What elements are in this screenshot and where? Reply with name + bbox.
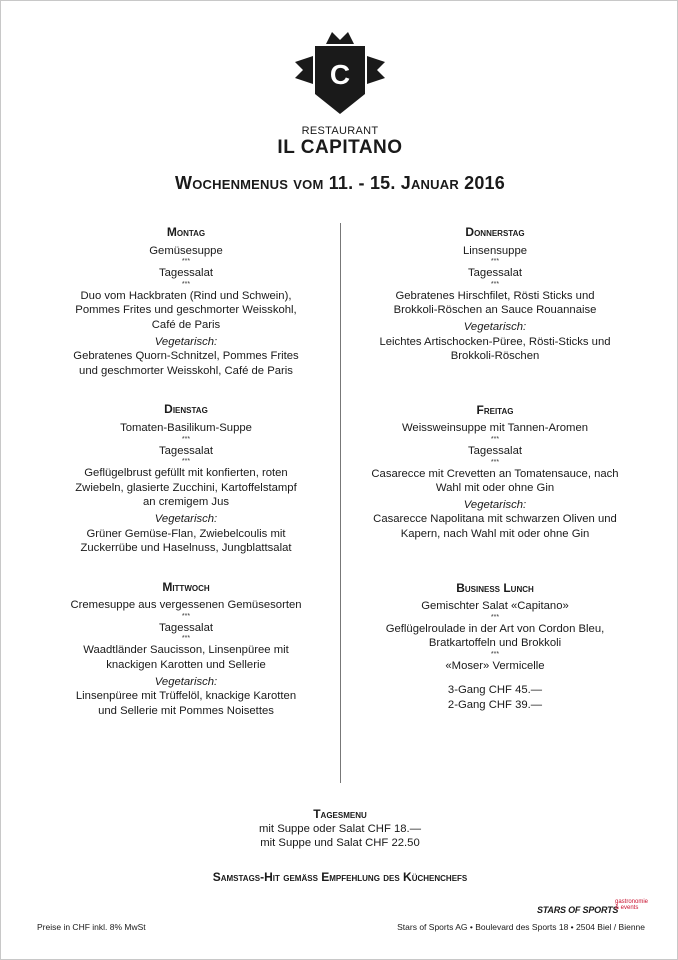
soup: Weissweinsuppe mit Tannen-Aromen — [401, 422, 589, 435]
separator: *** — [181, 280, 191, 288]
restaurant-label: RESTAURANT — [301, 125, 379, 137]
page-title: Wochenmenus vom 11. - 15. Januar 2016 — [175, 173, 505, 193]
main-line: knackigen Karotten und Sellerie — [106, 659, 266, 672]
tagesmenu-block — [1, 807, 678, 851]
price-2-gang: 2-Gang CHF 39.— — [447, 699, 543, 712]
vegetarian-label: Vegetarisch: — [463, 320, 527, 333]
vegetarian-dish — [61, 527, 311, 556]
vegetarian-dish — [61, 689, 311, 718]
veg-line: Zuckerrübe und Haselnuss, Jungblattsalat — [80, 542, 292, 555]
separator: *** — [490, 613, 500, 621]
business-lunch-block — [370, 581, 620, 713]
separator: *** — [490, 435, 500, 443]
tagesmenu-title: Tagesmenu — [313, 807, 367, 821]
vegetarian-dish — [370, 512, 620, 541]
separator: *** — [490, 280, 500, 288]
separator: *** — [490, 650, 500, 658]
crown-shield-logo-icon — [291, 28, 389, 120]
day-block-freitag — [370, 403, 620, 542]
main-line: an cremigem Jus — [142, 496, 229, 509]
day-name: Donnerstag — [465, 225, 525, 239]
main-line: Casarecce mit Crevetten an Tomatensauce, nach — [371, 467, 619, 480]
day-name: Mittwoch — [162, 579, 210, 594]
vegetarian-label: Vegetarisch: — [154, 512, 218, 525]
veg-line: Gebratenes Quorn-Schnitzel, Pommes Frites — [73, 350, 299, 363]
column-divider — [340, 223, 341, 783]
lunch-dessert: «Moser» Vermicelle — [445, 659, 545, 672]
salad: Tagessalat — [467, 444, 522, 457]
lunch-main-line: Bratkartoffeln und Brokkoli — [428, 637, 562, 650]
day-name: Freitag — [476, 402, 514, 417]
main-dish — [61, 466, 311, 510]
main-line: Waadtländer Saucisson, Linsenpüree mit — [83, 644, 289, 657]
veg-line: Brokkoli-Röschen — [450, 350, 540, 363]
veg-line: Leichtes Artischocken-Püree, Rösti-Sticks und — [379, 335, 611, 348]
main-line: Wahl mit oder ohne Gin — [435, 482, 555, 495]
main-dish — [370, 289, 620, 318]
day-block-montag — [61, 225, 311, 378]
day-name: Dienstag — [164, 402, 208, 417]
main-line: Geflügelbrust gefüllt mit konfierten, roten — [84, 467, 288, 480]
price-3-gang: 3-Gang CHF 45.— — [447, 684, 543, 697]
stars-of-sports-logo — [537, 901, 657, 919]
separator: *** — [181, 612, 191, 620]
main-line: Café de Paris — [151, 318, 221, 331]
brand-sub — [615, 899, 648, 911]
soup: Cremesuppe aus vergessenen Gemüsesorten — [70, 599, 302, 612]
main-dish — [61, 643, 311, 672]
main-line: Zwiebeln, glasierte Zucchini, Kartoffelstampf — [75, 481, 297, 494]
day-block-donnerstag — [370, 225, 620, 364]
salad: Tagessalat — [467, 267, 522, 280]
main-line: Gebratenes Hirschfilet, Rösti Sticks und — [395, 289, 595, 302]
tagesmenu-price-2: mit Suppe und Salat CHF 22.50 — [260, 837, 420, 849]
separator: *** — [181, 458, 191, 466]
day-block-dienstag — [61, 402, 311, 555]
separator: *** — [181, 258, 191, 266]
separator: *** — [181, 635, 191, 643]
lunch-starter: Gemischter Salat «Capitano» — [421, 600, 569, 613]
vegetarian-dish — [370, 335, 620, 364]
business-lunch-title: Business Lunch — [456, 580, 534, 595]
footer-address: Stars of Sports AG • Boulevard des Sports 18 • 2504 Biel / Bienne — [397, 922, 645, 932]
lunch-main — [370, 622, 620, 651]
veg-line: Grüner Gemüse-Flan, Zwiebelcoulis mit — [86, 527, 286, 540]
soup: Gemüsesuppe — [149, 244, 223, 257]
separator: *** — [490, 458, 500, 466]
brand-sub-line: & events — [615, 905, 639, 911]
main-line: Duo vom Hackbraten (Rind und Schwein), — [80, 289, 292, 302]
main-line: Pommes Frites und geschmorter Weisskohl, — [75, 304, 297, 317]
salad: Tagessalat — [158, 621, 213, 634]
veg-line: Kapern, nach Wahl mit oder ohne Gin — [400, 527, 590, 540]
main-dish — [370, 467, 620, 496]
prices-note: Preise in CHF inkl. 8% MwSt — [37, 922, 146, 932]
tagesmenu-price-1: mit Suppe oder Salat CHF 18.— — [259, 822, 421, 835]
veg-line: und Sellerie mit Pommes Noisettes — [98, 704, 274, 717]
day-name: Montag — [166, 225, 206, 239]
restaurant-name: IL CAPITANO — [277, 137, 403, 158]
main-line: Brokkoli-Röschen an Sauce Rouannaise — [393, 304, 597, 317]
samstags-hit: Samstags-Hit gemäss Empfehlung des Küchenchefs — [212, 870, 468, 884]
brand-main: STARS OF SPORTS — [537, 905, 619, 915]
main-dish — [61, 289, 311, 333]
vegetarian-dish — [61, 349, 311, 378]
veg-line: Linsenpüree mit Trüffelöl, knackige Karotten — [75, 690, 297, 703]
right-column — [370, 221, 620, 713]
brand-sub-line: gastronomie — [615, 899, 649, 905]
vegetarian-label: Vegetarisch: — [154, 335, 218, 348]
left-column — [61, 221, 311, 718]
separator: *** — [181, 435, 191, 443]
soup: Linsensuppe — [462, 244, 528, 257]
separator: *** — [490, 258, 500, 266]
salad: Tagessalat — [158, 444, 213, 457]
salad: Tagessalat — [158, 267, 213, 280]
vegetarian-label: Vegetarisch: — [154, 675, 218, 688]
lunch-main-line: Geflügelroulade in der Art von Cordon Bleu, — [385, 622, 605, 635]
vegetarian-label: Vegetarisch: — [463, 498, 527, 511]
logo-letter: C — [329, 59, 351, 90]
veg-line: Casarecce Napolitana mit schwarzen Oliven und — [373, 513, 617, 526]
veg-line: und geschmorter Weisskohl, Café de Paris — [79, 364, 293, 377]
soup: Tomaten-Basilikum-Suppe — [120, 421, 252, 434]
day-block-mittwoch — [61, 580, 311, 719]
